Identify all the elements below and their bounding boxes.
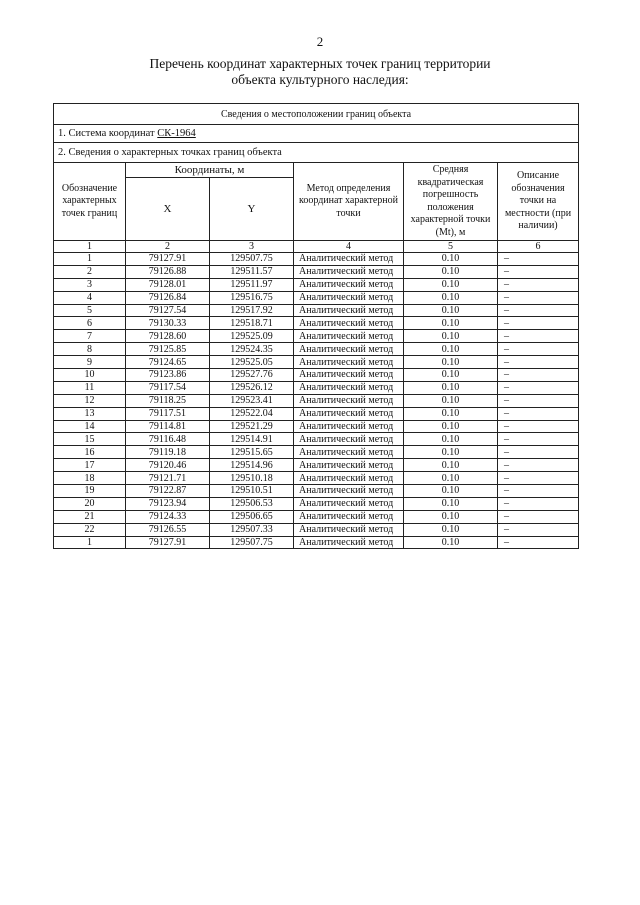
y-cell: 129514.96 bbox=[210, 459, 294, 472]
point-cell: 3 bbox=[54, 278, 126, 291]
description-cell: – bbox=[498, 459, 579, 472]
x-cell: 79123.86 bbox=[126, 369, 210, 382]
error-cell: 0.10 bbox=[404, 510, 498, 523]
point-cell: 1 bbox=[54, 253, 126, 266]
method-cell: Аналитический метод bbox=[294, 317, 404, 330]
point-cell: 17 bbox=[54, 459, 126, 472]
table-row bbox=[54, 343, 579, 356]
point-cell: 12 bbox=[54, 394, 126, 407]
method-cell: Аналитический метод bbox=[294, 472, 404, 485]
col-coordinates-header: Координаты, м bbox=[126, 163, 294, 178]
description-cell: – bbox=[498, 446, 579, 459]
table-row bbox=[54, 304, 579, 317]
table-row bbox=[54, 317, 579, 330]
point-cell: 10 bbox=[54, 369, 126, 382]
table-row bbox=[54, 433, 579, 446]
y-cell: 129518.71 bbox=[210, 317, 294, 330]
x-cell: 79124.65 bbox=[126, 356, 210, 369]
error-cell: 0.10 bbox=[404, 459, 498, 472]
table-row bbox=[54, 291, 579, 304]
point-cell: 13 bbox=[54, 407, 126, 420]
method-cell: Аналитический метод bbox=[294, 356, 404, 369]
point-cell: 21 bbox=[54, 510, 126, 523]
x-cell: 79121.71 bbox=[126, 472, 210, 485]
points-header: 2. Сведения о характерных точках границ объекта bbox=[54, 143, 579, 163]
y-cell: 129516.75 bbox=[210, 291, 294, 304]
x-cell: 79120.46 bbox=[126, 459, 210, 472]
col-number-2: 2 bbox=[126, 241, 210, 253]
method-cell: Аналитический метод bbox=[294, 459, 404, 472]
method-cell: Аналитический метод bbox=[294, 253, 404, 266]
y-cell: 129506.53 bbox=[210, 497, 294, 510]
description-cell: – bbox=[498, 472, 579, 485]
description-cell: – bbox=[498, 343, 579, 356]
table-row bbox=[54, 330, 579, 343]
description-cell: – bbox=[498, 523, 579, 536]
page-number: 2 bbox=[316, 34, 324, 49]
point-cell: 4 bbox=[54, 291, 126, 304]
y-cell: 129507.75 bbox=[210, 536, 294, 549]
column-number-row bbox=[54, 241, 579, 253]
error-cell: 0.10 bbox=[404, 317, 498, 330]
description-cell: – bbox=[498, 497, 579, 510]
x-cell: 79122.87 bbox=[126, 485, 210, 498]
table-row bbox=[54, 420, 579, 433]
info-header: Сведения о местоположении границ объекта bbox=[54, 104, 579, 125]
method-cell: Аналитический метод bbox=[294, 446, 404, 459]
error-cell: 0.10 bbox=[404, 253, 498, 266]
y-cell: 129511.57 bbox=[210, 265, 294, 278]
point-cell: 18 bbox=[54, 472, 126, 485]
col-number-5: 5 bbox=[404, 241, 498, 253]
x-cell: 79125.85 bbox=[126, 343, 210, 356]
error-cell: 0.10 bbox=[404, 485, 498, 498]
point-cell: 7 bbox=[54, 330, 126, 343]
table-row bbox=[54, 485, 579, 498]
y-cell: 129521.29 bbox=[210, 420, 294, 433]
y-cell: 129527.76 bbox=[210, 369, 294, 382]
method-cell: Аналитический метод bbox=[294, 485, 404, 498]
point-cell: 16 bbox=[54, 446, 126, 459]
point-cell: 20 bbox=[54, 497, 126, 510]
point-cell: 9 bbox=[54, 356, 126, 369]
y-cell: 129515.65 bbox=[210, 446, 294, 459]
error-cell: 0.10 bbox=[404, 536, 498, 549]
table-row bbox=[54, 369, 579, 382]
method-cell: Аналитический метод bbox=[294, 304, 404, 317]
point-cell: 22 bbox=[54, 523, 126, 536]
method-cell: Аналитический метод bbox=[294, 381, 404, 394]
error-cell: 0.10 bbox=[404, 394, 498, 407]
point-cell: 15 bbox=[54, 433, 126, 446]
coordinate-system-row bbox=[54, 125, 579, 143]
description-cell: – bbox=[498, 407, 579, 420]
table-row bbox=[54, 394, 579, 407]
table-row bbox=[54, 446, 579, 459]
point-cell: 14 bbox=[54, 420, 126, 433]
x-cell: 79119.18 bbox=[126, 446, 210, 459]
error-cell: 0.10 bbox=[404, 369, 498, 382]
point-cell: 19 bbox=[54, 485, 126, 498]
error-cell: 0.10 bbox=[404, 381, 498, 394]
x-cell: 79117.51 bbox=[126, 407, 210, 420]
col-description-header: Описание обозначения точки на местности (при наличии) bbox=[498, 163, 579, 241]
method-cell: Аналитический метод bbox=[294, 265, 404, 278]
coordinate-system-value: СК-1964 bbox=[157, 128, 196, 139]
description-cell: – bbox=[498, 394, 579, 407]
column-header-row-1 bbox=[54, 163, 579, 178]
x-cell: 79123.94 bbox=[126, 497, 210, 510]
point-cell: 1 bbox=[54, 536, 126, 549]
description-cell: – bbox=[498, 278, 579, 291]
col-number-6: 6 bbox=[498, 241, 579, 253]
description-cell: – bbox=[498, 433, 579, 446]
col-number-4: 4 bbox=[294, 241, 404, 253]
y-cell: 129524.35 bbox=[210, 343, 294, 356]
table-row bbox=[54, 381, 579, 394]
method-cell: Аналитический метод bbox=[294, 523, 404, 536]
error-cell: 0.10 bbox=[404, 291, 498, 304]
table-row bbox=[54, 356, 579, 369]
error-cell: 0.10 bbox=[404, 304, 498, 317]
x-cell: 79127.91 bbox=[126, 253, 210, 266]
description-cell: – bbox=[498, 330, 579, 343]
y-cell: 129506.65 bbox=[210, 510, 294, 523]
coordinates-table bbox=[53, 103, 579, 549]
description-cell: – bbox=[498, 420, 579, 433]
error-cell: 0.10 bbox=[404, 356, 498, 369]
y-cell: 129522.04 bbox=[210, 407, 294, 420]
col-x-header: X bbox=[126, 178, 210, 241]
col-method-header: Метод определения координат характерной точки bbox=[294, 163, 404, 241]
y-cell: 129514.91 bbox=[210, 433, 294, 446]
description-cell: – bbox=[498, 356, 579, 369]
method-cell: Аналитический метод bbox=[294, 497, 404, 510]
description-cell: – bbox=[498, 510, 579, 523]
info-header-row bbox=[54, 104, 579, 125]
y-cell: 129507.75 bbox=[210, 253, 294, 266]
document-title bbox=[0, 56, 640, 88]
point-cell: 11 bbox=[54, 381, 126, 394]
method-cell: Аналитический метод bbox=[294, 536, 404, 549]
description-cell: – bbox=[498, 381, 579, 394]
method-cell: Аналитический метод bbox=[294, 330, 404, 343]
method-cell: Аналитический метод bbox=[294, 394, 404, 407]
table-row bbox=[54, 459, 579, 472]
col-y-header: Y bbox=[210, 178, 294, 241]
error-cell: 0.10 bbox=[404, 433, 498, 446]
description-cell: – bbox=[498, 536, 579, 549]
point-cell: 6 bbox=[54, 317, 126, 330]
description-cell: – bbox=[498, 291, 579, 304]
table-row bbox=[54, 265, 579, 278]
error-cell: 0.10 bbox=[404, 343, 498, 356]
col-number-1: 1 bbox=[54, 241, 126, 253]
x-cell: 79128.60 bbox=[126, 330, 210, 343]
point-cell: 5 bbox=[54, 304, 126, 317]
method-cell: Аналитический метод bbox=[294, 278, 404, 291]
col-designation-header: Обозначение характерных точек границ bbox=[54, 163, 126, 241]
error-cell: 0.10 bbox=[404, 497, 498, 510]
x-cell: 79130.33 bbox=[126, 317, 210, 330]
error-cell: 0.10 bbox=[404, 407, 498, 420]
col-error-header: Средняя квадратическая погрешность положения характерной точки (Mt), м bbox=[404, 163, 498, 241]
error-cell: 0.10 bbox=[404, 278, 498, 291]
x-cell: 79126.88 bbox=[126, 265, 210, 278]
y-cell: 129510.51 bbox=[210, 485, 294, 498]
coordinate-system-label: 1. Система координат bbox=[58, 128, 158, 139]
x-cell: 79128.01 bbox=[126, 278, 210, 291]
method-cell: Аналитический метод bbox=[294, 369, 404, 382]
x-cell: 79126.55 bbox=[126, 523, 210, 536]
description-cell: – bbox=[498, 304, 579, 317]
method-cell: Аналитический метод bbox=[294, 510, 404, 523]
col-number-3: 3 bbox=[210, 241, 294, 253]
method-cell: Аналитический метод bbox=[294, 420, 404, 433]
method-cell: Аналитический метод bbox=[294, 407, 404, 420]
method-cell: Аналитический метод bbox=[294, 343, 404, 356]
table-row bbox=[54, 536, 579, 549]
x-cell: 79126.84 bbox=[126, 291, 210, 304]
y-cell: 129517.92 bbox=[210, 304, 294, 317]
description-cell: – bbox=[498, 265, 579, 278]
x-cell: 79114.81 bbox=[126, 420, 210, 433]
table-row bbox=[54, 497, 579, 510]
y-cell: 129511.97 bbox=[210, 278, 294, 291]
description-cell: – bbox=[498, 485, 579, 498]
error-cell: 0.10 bbox=[404, 446, 498, 459]
error-cell: 0.10 bbox=[404, 265, 498, 278]
y-cell: 129526.12 bbox=[210, 381, 294, 394]
coordinate-system bbox=[54, 125, 579, 143]
method-cell: Аналитический метод bbox=[294, 291, 404, 304]
y-cell: 129523.41 bbox=[210, 394, 294, 407]
table-row bbox=[54, 523, 579, 536]
x-cell: 79124.33 bbox=[126, 510, 210, 523]
method-cell: Аналитический метод bbox=[294, 433, 404, 446]
x-cell: 79127.91 bbox=[126, 536, 210, 549]
error-cell: 0.10 bbox=[404, 420, 498, 433]
y-cell: 129525.09 bbox=[210, 330, 294, 343]
y-cell: 129507.33 bbox=[210, 523, 294, 536]
y-cell: 129525.05 bbox=[210, 356, 294, 369]
table-row bbox=[54, 278, 579, 291]
description-cell: – bbox=[498, 317, 579, 330]
x-cell: 79117.54 bbox=[126, 381, 210, 394]
description-cell: – bbox=[498, 369, 579, 382]
y-cell: 129510.18 bbox=[210, 472, 294, 485]
title-line-2: объекта культурного наследия: bbox=[231, 72, 409, 87]
table-row bbox=[54, 253, 579, 266]
x-cell: 79127.54 bbox=[126, 304, 210, 317]
error-cell: 0.10 bbox=[404, 472, 498, 485]
error-cell: 0.10 bbox=[404, 330, 498, 343]
table-row bbox=[54, 407, 579, 420]
x-cell: 79118.25 bbox=[126, 394, 210, 407]
table-row bbox=[54, 472, 579, 485]
title-line-1: Перечень координат характерных точек границ территории bbox=[149, 56, 491, 71]
points-header-row bbox=[54, 143, 579, 163]
x-cell: 79116.48 bbox=[126, 433, 210, 446]
table-row bbox=[54, 510, 579, 523]
point-cell: 2 bbox=[54, 265, 126, 278]
point-cell: 8 bbox=[54, 343, 126, 356]
error-cell: 0.10 bbox=[404, 523, 498, 536]
description-cell: – bbox=[498, 253, 579, 266]
